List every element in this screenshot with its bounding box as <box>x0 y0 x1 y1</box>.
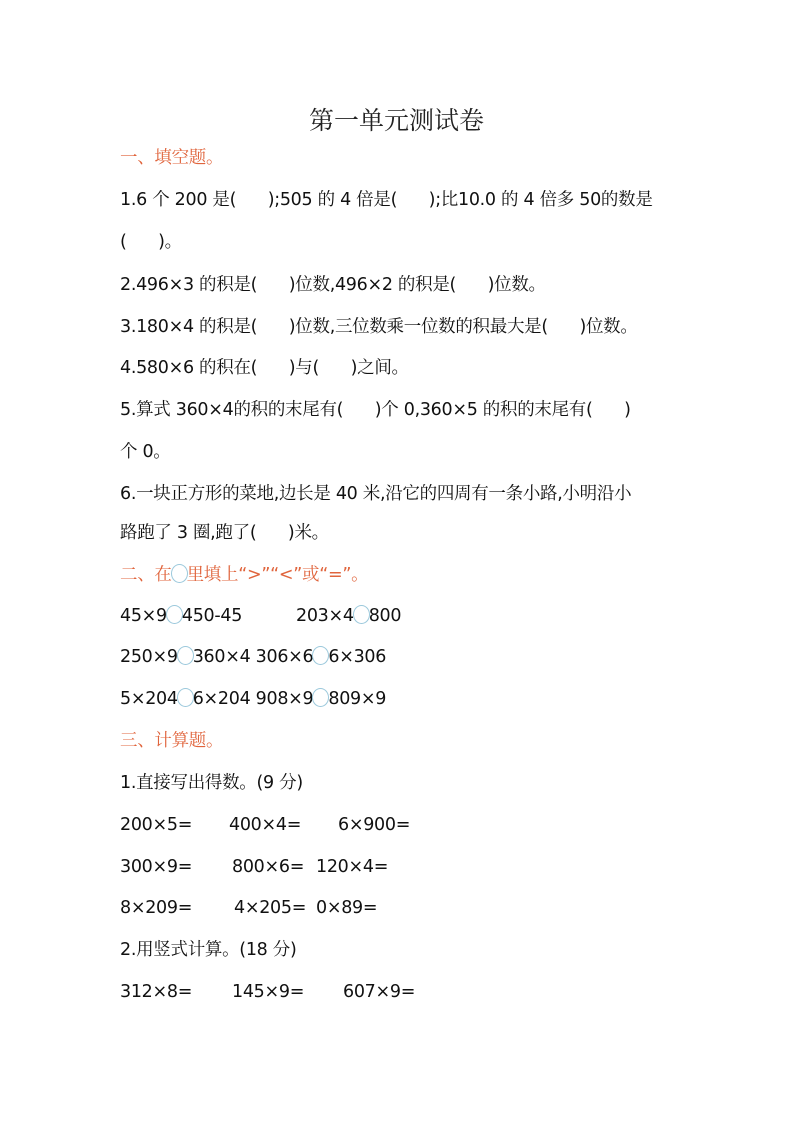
compare-circle-input[interactable] <box>353 605 370 624</box>
question-2: 2.496×3 的积是( )位数,496×2 的积是( )位数。 <box>120 275 546 295</box>
calc-item: 312×8= <box>120 982 193 1002</box>
question-5-line-2: 个 0。 <box>120 442 171 462</box>
expr: 450-45 <box>181 606 243 626</box>
question-5-line-1: 5.算式 360×4的积的末尾有( )个 0,360×5 的积的末尾有( ) <box>120 400 631 420</box>
compare-circle-input[interactable] <box>177 646 194 665</box>
expr: 203×4 <box>296 606 354 626</box>
calc-item: 300×9= <box>120 857 193 877</box>
heading-post: 里填上“>”“<”或“=”。 <box>186 565 369 585</box>
part-1-label: 1.直接写出得数。(9 分) <box>120 773 303 793</box>
section-1-heading: 一、填空题。 <box>120 148 224 168</box>
expr: 360×4 306×6 <box>192 647 314 667</box>
compare-row <box>296 604 401 628</box>
heading-pre: 二、在 <box>120 565 172 585</box>
compare-row <box>120 604 242 628</box>
part-2-label: 2.用竖式计算。(18 分) <box>120 940 297 960</box>
compare-row <box>120 687 386 711</box>
expr: 6×306 <box>328 647 387 667</box>
compare-circle-input[interactable] <box>177 688 194 707</box>
page-title: 第一单元测试卷 <box>308 106 484 135</box>
compare-row <box>120 645 386 669</box>
calc-item: 4×205= <box>234 898 307 918</box>
question-1-line-2: ( )。 <box>120 232 182 252</box>
expr: 250×9 <box>120 647 178 667</box>
calc-item: 120×4= <box>316 857 389 877</box>
calc-item: 8×209= <box>120 898 193 918</box>
calc-item: 0×89= <box>316 898 378 918</box>
compare-circle-input[interactable] <box>312 646 329 665</box>
circle-icon <box>171 564 188 583</box>
calc-item: 800×6= <box>232 857 305 877</box>
calc-item: 400×4= <box>229 815 302 835</box>
calc-item: 607×9= <box>343 982 416 1002</box>
section-3-heading: 三、计算题。 <box>120 731 224 751</box>
expr: 45×9 <box>120 606 167 626</box>
expr: 5×204 <box>120 689 178 709</box>
compare-circle-input[interactable] <box>312 688 329 707</box>
expr: 800 <box>368 606 402 626</box>
question-6-line-1: 6.一块正方形的菜地,边长是 40 米,沿它的四周有一条小路,小明沿小 <box>120 484 632 504</box>
calc-item: 6×900= <box>338 815 411 835</box>
question-6-line-2: 路跑了 3 圈,跑了( )米。 <box>120 523 329 543</box>
section-2-heading <box>120 563 368 587</box>
calc-item: 145×9= <box>232 982 305 1002</box>
expr: 6×204 908×9 <box>192 689 314 709</box>
calc-item: 200×5= <box>120 815 193 835</box>
question-3: 3.180×4 的积是( )位数,三位数乘一位数的积最大是( )位数。 <box>120 317 638 337</box>
question-1-line-1: 1.6 个 200 是( );505 的 4 倍是( );比10.0 的 4 倍多 50的数是 <box>120 190 653 210</box>
question-4: 4.580×6 的积在( )与( )之间。 <box>120 358 409 378</box>
expr: 809×9 <box>328 689 387 709</box>
compare-circle-input[interactable] <box>166 605 183 624</box>
